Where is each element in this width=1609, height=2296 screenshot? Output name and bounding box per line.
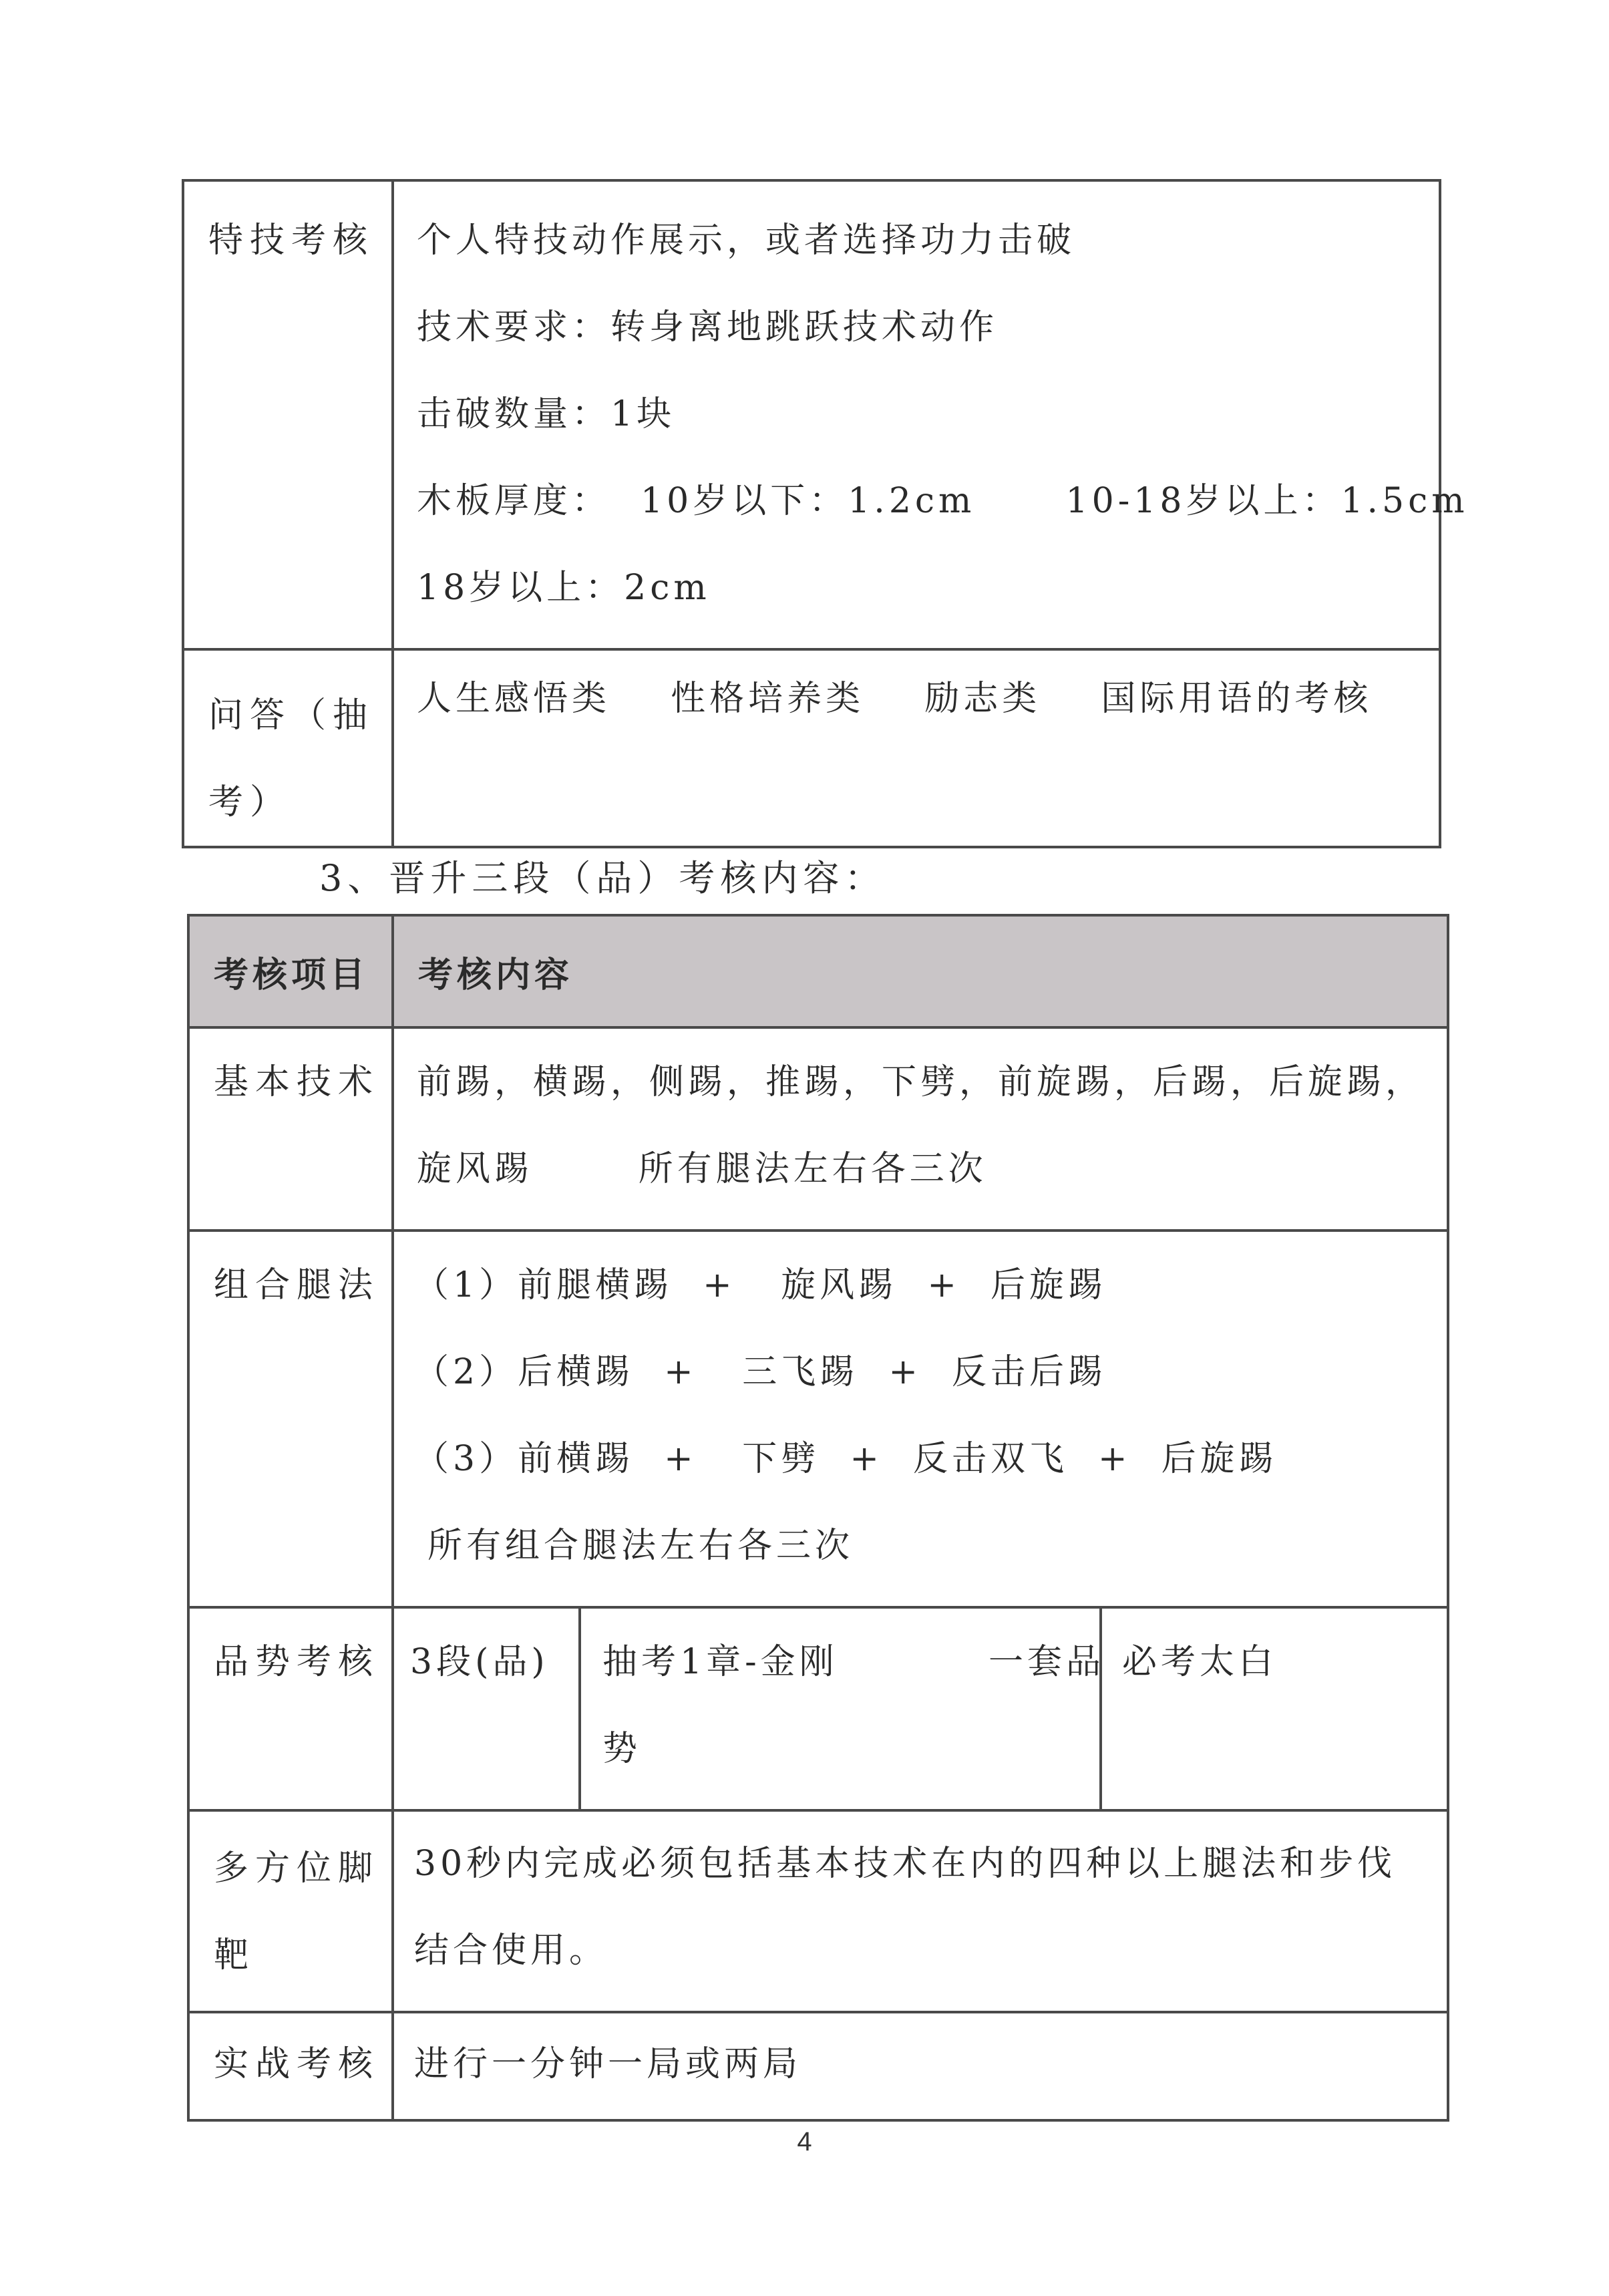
poomsae-draw-line-1: 抽考1章-金刚 一套品 [602, 1642, 1105, 1682]
combo-line-2: （2）后横踢 + 三飞踢 + 反击后踢 [414, 1352, 1107, 1392]
table-row-basic [188, 1027, 1448, 1231]
page-number: 4 [797, 2127, 812, 2156]
poomsae-label: 品势考核 [188, 1607, 393, 1810]
target-label-line-1: 多方位脚 [214, 1848, 380, 1889]
combo-line-1: （1）前腿横踢 + 旋风踢 + 后旋踢 [414, 1265, 1107, 1305]
special-skills-content [393, 180, 1469, 649]
table-row-poomsae [188, 1607, 1448, 1810]
combo-line-4: 所有组合腿法左右各三次 [427, 1526, 854, 1566]
combo-label: 组合腿法 [188, 1231, 393, 1607]
special-skills-line-4: 木板厚度： 10岁以下：1.2cm 10-18岁以上：1.5cm [417, 481, 1469, 521]
basic-line-2: 旋风踢 所有腿法左右各三次 [417, 1149, 987, 1189]
section-heading: 3、晋升三段（品）考核内容： [319, 857, 886, 899]
table-row-combo [188, 1231, 1448, 1607]
sparring-label: 实战考核 [188, 2012, 393, 2120]
special-skills-label: 特技考核 [183, 180, 393, 649]
table-row-sparring [188, 2012, 1448, 2120]
poomsae-required: 必考太白 [1101, 1607, 1448, 1810]
target-line-1: 30秒内完成必须包括基本技术在内的四种以上腿法和步伐 [414, 1844, 1397, 1884]
table-header-row [188, 915, 1448, 1027]
basic-label: 基本技术 [188, 1027, 393, 1231]
exam-table-level3 [187, 914, 1449, 2122]
basic-line-1: 前踢，横踢，侧踢，推踢，下劈，前旋踢，后踢，后旋踢， [417, 1062, 1425, 1102]
qa-text: 人生感悟类 性格培养类 励志类 国际用语的考核 [417, 679, 1373, 719]
poomsae-level: 3段(品) [393, 1607, 580, 1810]
header-content: 考核内容 [393, 915, 1448, 1027]
qa-content [393, 649, 1440, 847]
poomsae-draw-line-2: 势 [602, 1729, 642, 1769]
special-skills-line-3: 击破数量：1块 [417, 394, 676, 434]
table-row-target [188, 1810, 1448, 2012]
qa-label [183, 649, 393, 847]
target-label-line-2: 靶 [214, 1935, 256, 1975]
poomsae-draw [580, 1607, 1105, 1810]
basic-content [393, 1027, 1448, 1231]
target-label [188, 1810, 393, 2012]
qa-label-line-1: 问答（抽 [208, 695, 375, 735]
target-content [393, 1810, 1448, 2012]
combo-content [393, 1231, 1448, 1607]
header-item: 考核项目 [188, 915, 393, 1027]
table-row-qa [183, 649, 1440, 847]
combo-line-3: （3）前横踢 + 下劈 + 反击双飞 + 后旋踢 [414, 1439, 1278, 1479]
qa-label-line-2: 考） [208, 782, 292, 822]
target-line-2: 结合使用。 [414, 1931, 608, 1971]
sparring-content: 进行一分钟一局或两局 [393, 2012, 1448, 2120]
special-skills-line-2: 技术要求：转身离地跳跃技术动作 [417, 307, 999, 347]
table-row-special-skills [183, 180, 1440, 649]
special-skills-line-5: 18岁以上：2cm [417, 568, 711, 608]
exam-table-part1 [182, 179, 1469, 848]
special-skills-line-1: 个人特技动作展示，或者选择功力击破 [417, 220, 1076, 261]
